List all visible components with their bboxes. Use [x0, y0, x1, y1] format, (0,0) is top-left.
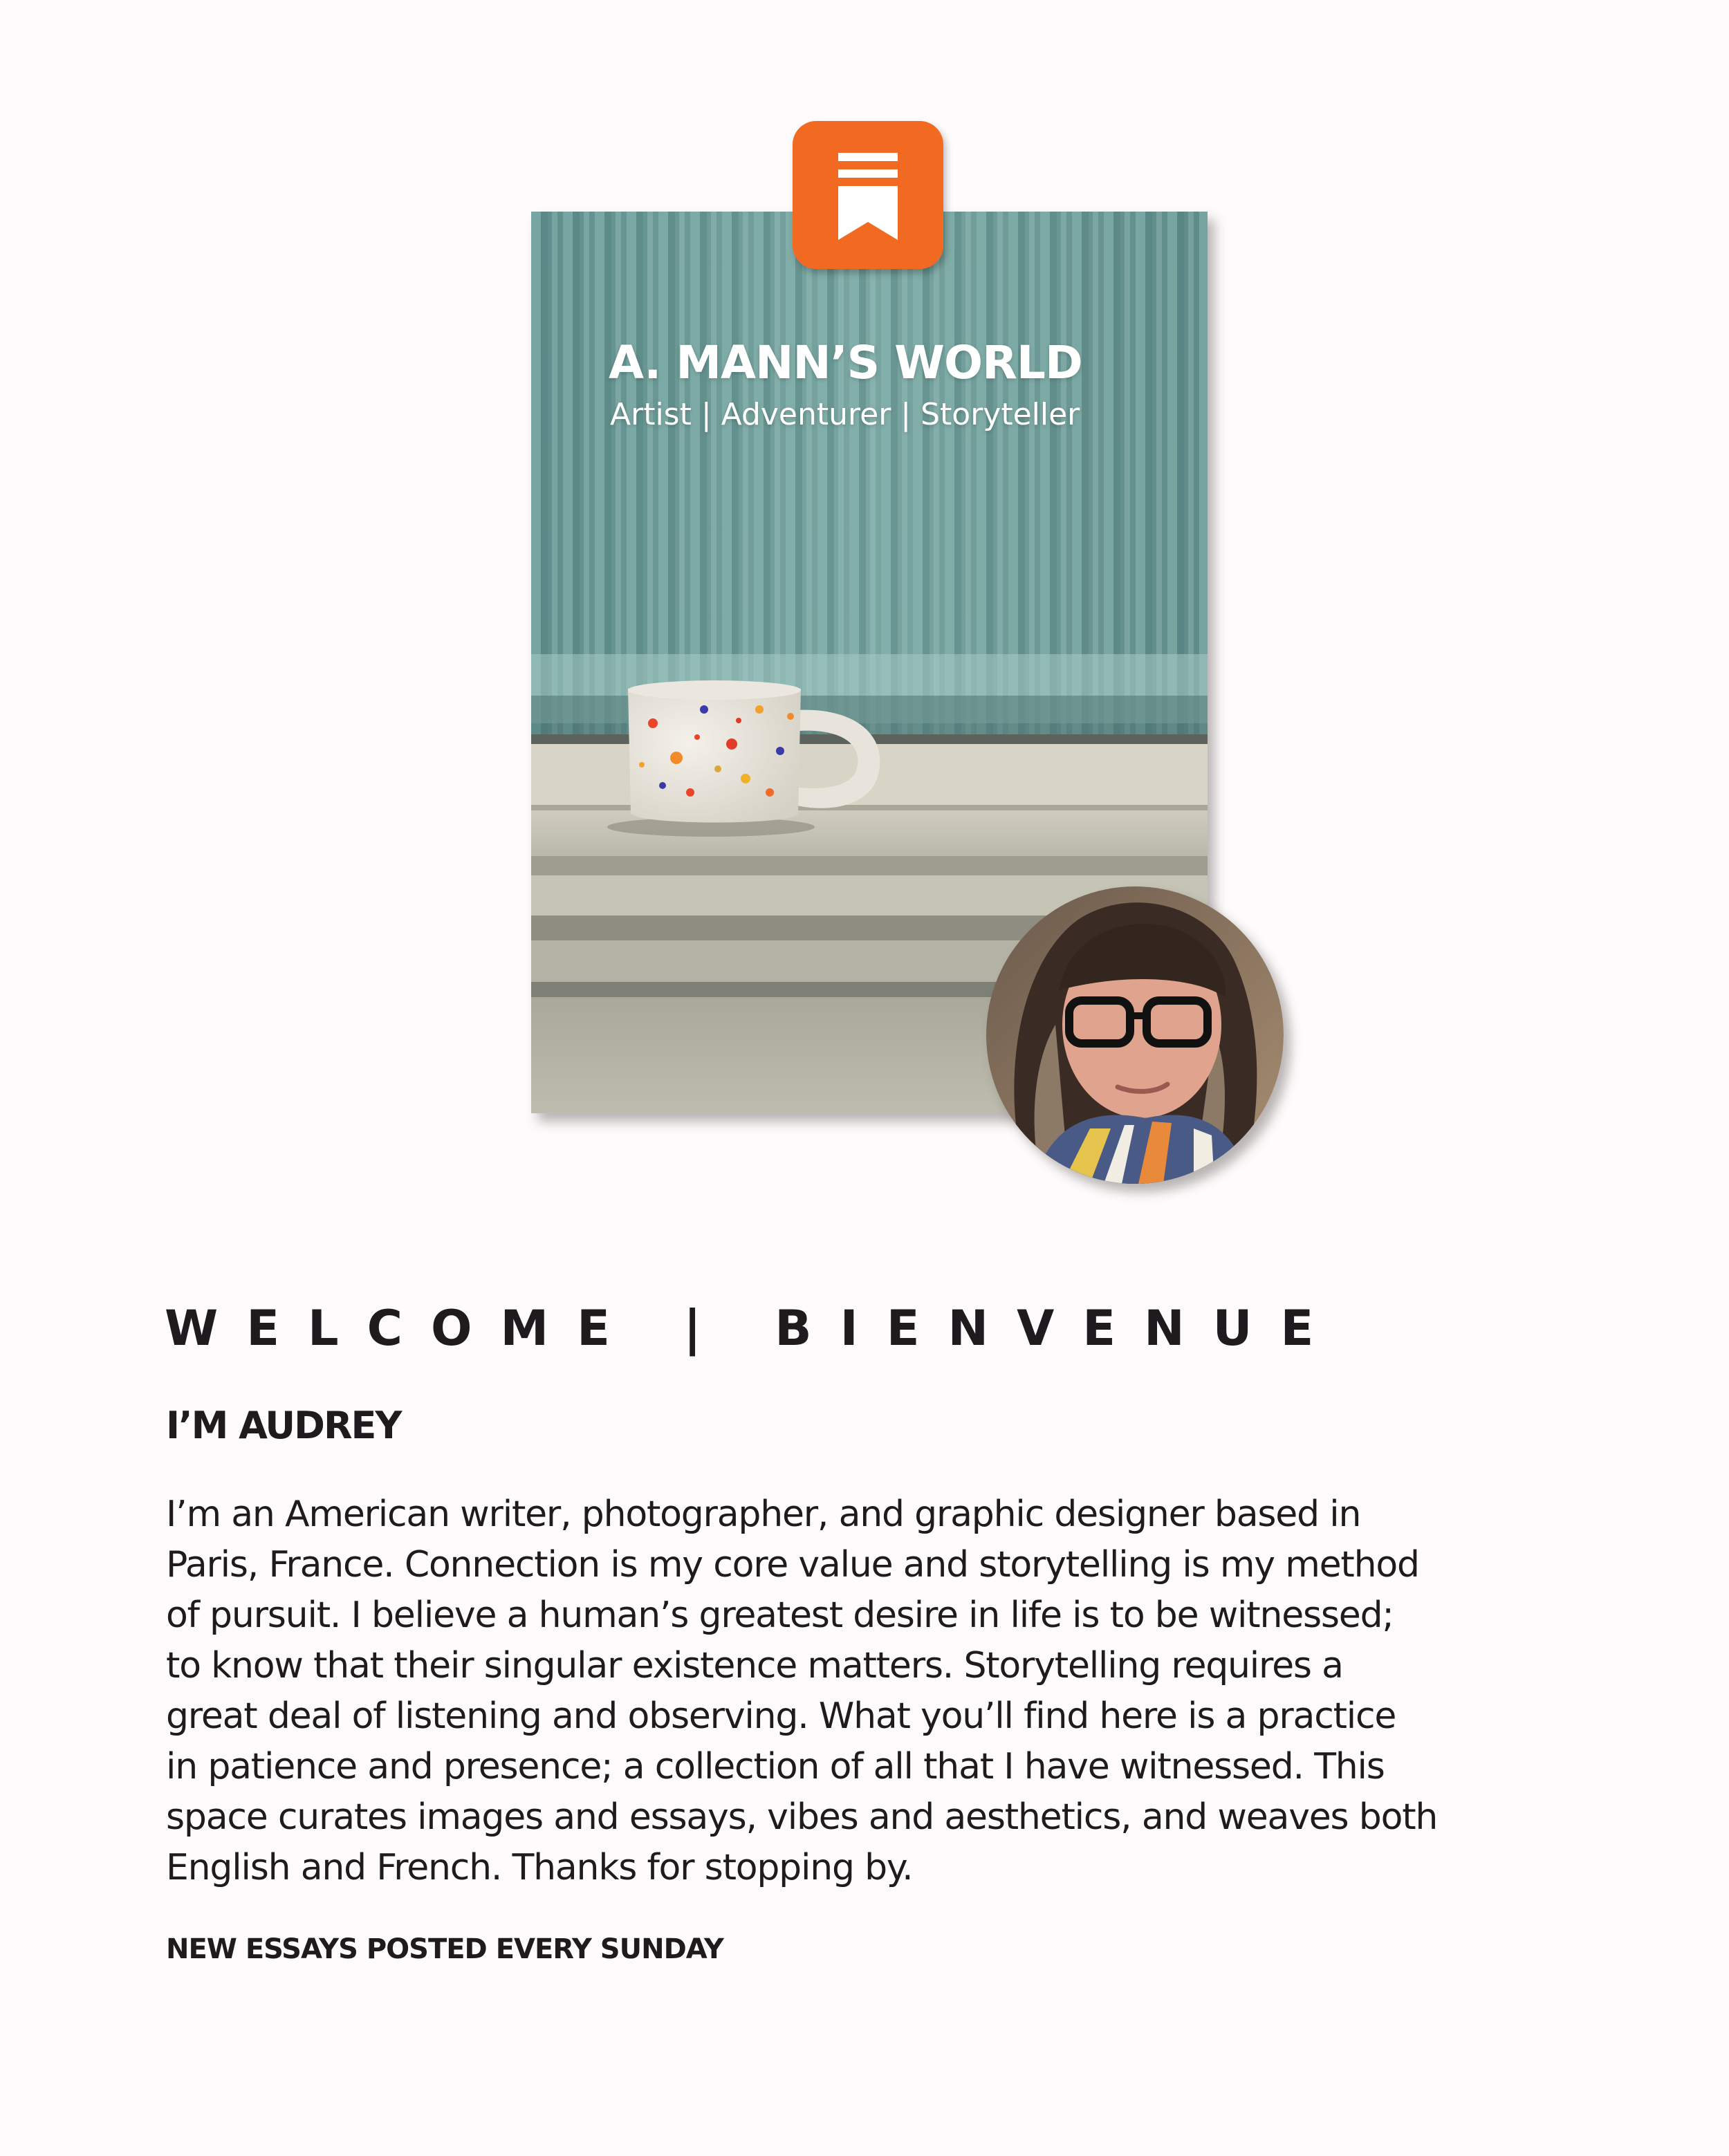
portrait-photo: [986, 886, 1284, 1184]
welcome-heading: WELCOME | BIENVENUE: [165, 1300, 1342, 1357]
bio-line: I’m an American writer, photographer, and graphic designer based in: [166, 1494, 1361, 1535]
cover-title: A. MANN’S WORLD: [609, 336, 1082, 389]
substack-badge: [793, 121, 943, 269]
cover-tagline: Artist | Adventurer | Storyteller: [610, 397, 1080, 432]
schedule-note: NEW ESSAYS POSTED EVERY SUNDAY: [166, 1933, 723, 1965]
bio-line: of pursuit. I believe a human’s greatest desire in life is to be witnessed;: [166, 1595, 1394, 1636]
bio-paragraph: [166, 1489, 1618, 1893]
bio-line: to know that their singular existence matters. Storytelling requires a: [166, 1645, 1343, 1686]
substack-bookmark-icon: [793, 121, 943, 269]
bio-line: space curates images and essays, vibes and aesthetics, and weaves both: [166, 1796, 1438, 1838]
bio-line: great deal of listening and observing. What you’ll find here is a practice: [166, 1695, 1396, 1737]
bio-line: Paris, France. Connection is my core value and storytelling is my method: [166, 1544, 1419, 1586]
bio-line: English and French. Thanks for stopping by.: [166, 1847, 913, 1888]
bio-line: in patience and presence; a collection of all that I have witnessed. This: [166, 1746, 1385, 1787]
intro-heading: I’M AUDREY: [166, 1404, 401, 1447]
avatar: [986, 886, 1284, 1184]
